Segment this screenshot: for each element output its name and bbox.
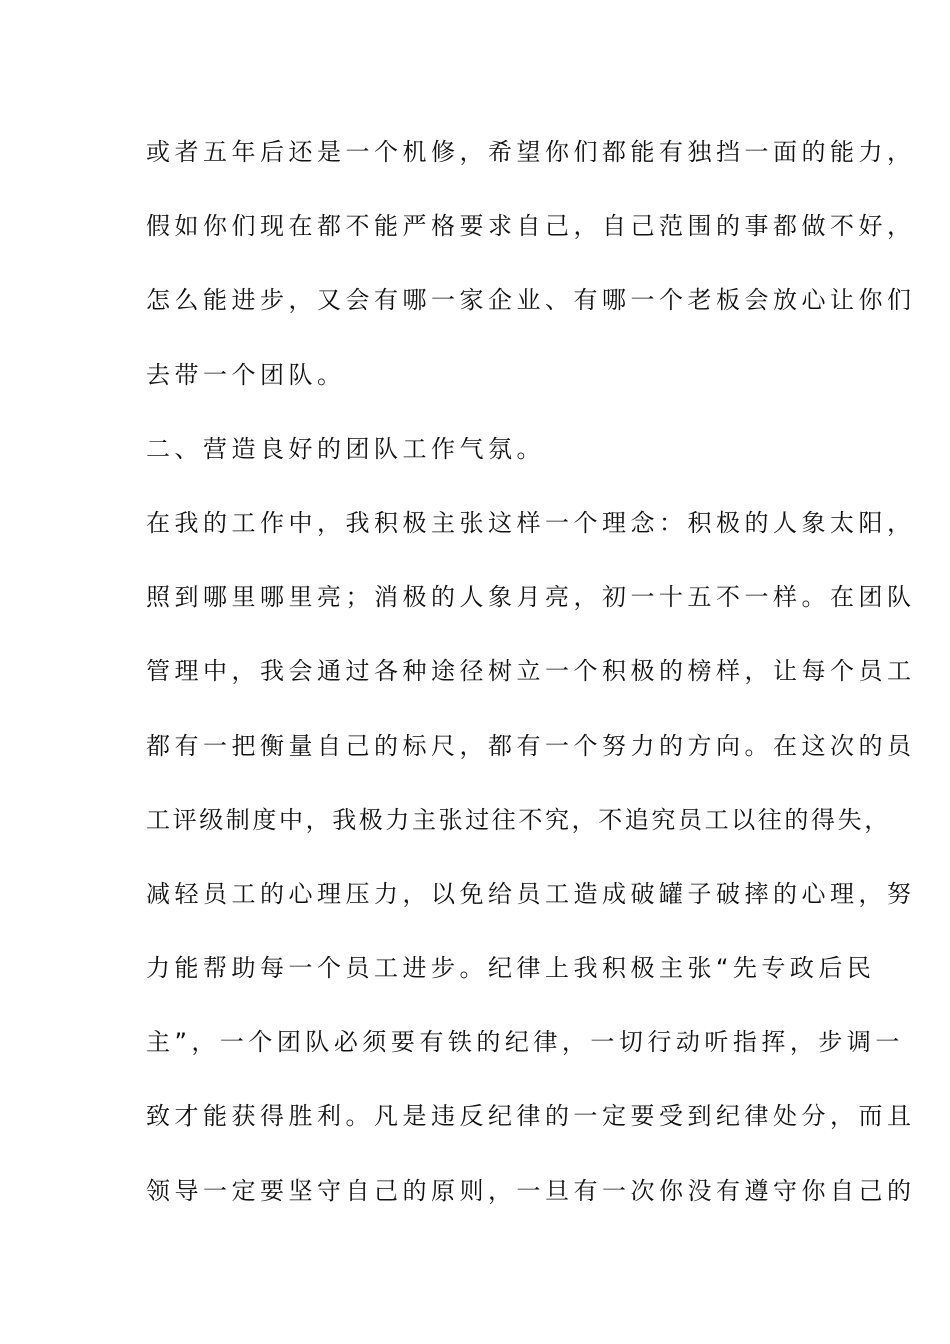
paragraph-line: 领导一定要坚守自己的原则，一旦有一次你没有遵守你自己的 <box>146 1176 916 1205</box>
section-heading: 二、营造良好的团队工作气氛。 <box>146 434 545 463</box>
paragraph-line: 管理中，我会通过各种途径树立一个积极的榜样，让每个员工 <box>146 657 916 686</box>
paragraph-line: 减轻员工的心理压力，以免给员工造成破罐子破摔的心理，努 <box>146 879 916 908</box>
paragraph-line: 工评级制度中，我极力主张过往不究，不追究员工以往的得失， <box>146 805 891 834</box>
paragraph-line: 致才能获得胜利。凡是违反纪律的一定要受到纪律处分，而且 <box>146 1102 916 1131</box>
paragraph-line: 或者五年后还是一个机修，希望你们都能有独挡一面的能力， <box>146 138 916 166</box>
document-body <box>146 128 916 1241</box>
paragraph-line: 在我的工作中，我积极主张这样一个理念：积极的人象太阳， <box>146 508 916 537</box>
paragraph-line: 主”，一个团队必须要有铁的纪律，一切行动听指挥，步调一 <box>146 1028 904 1057</box>
paragraph-line: 都有一把衡量自己的标尺，都有一个努力的方向。在这次的员 <box>146 731 916 760</box>
paragraph-line: 怎么能进步，又会有哪一家企业、有哪一个老板会放心让你们 <box>146 286 916 315</box>
paragraph-line: 假如你们现在都不能严格要求自己，自己范围的事都做不好， <box>146 212 916 241</box>
paragraph-line: 力能帮助每一个员工进步。纪律上我积极主张“先专政后民 <box>146 954 876 983</box>
paragraph-line: 去带一个团队。 <box>146 360 346 389</box>
paragraph-line: 照到哪里哪里亮；消极的人象月亮，初一十五不一样。在团队 <box>146 583 916 612</box>
